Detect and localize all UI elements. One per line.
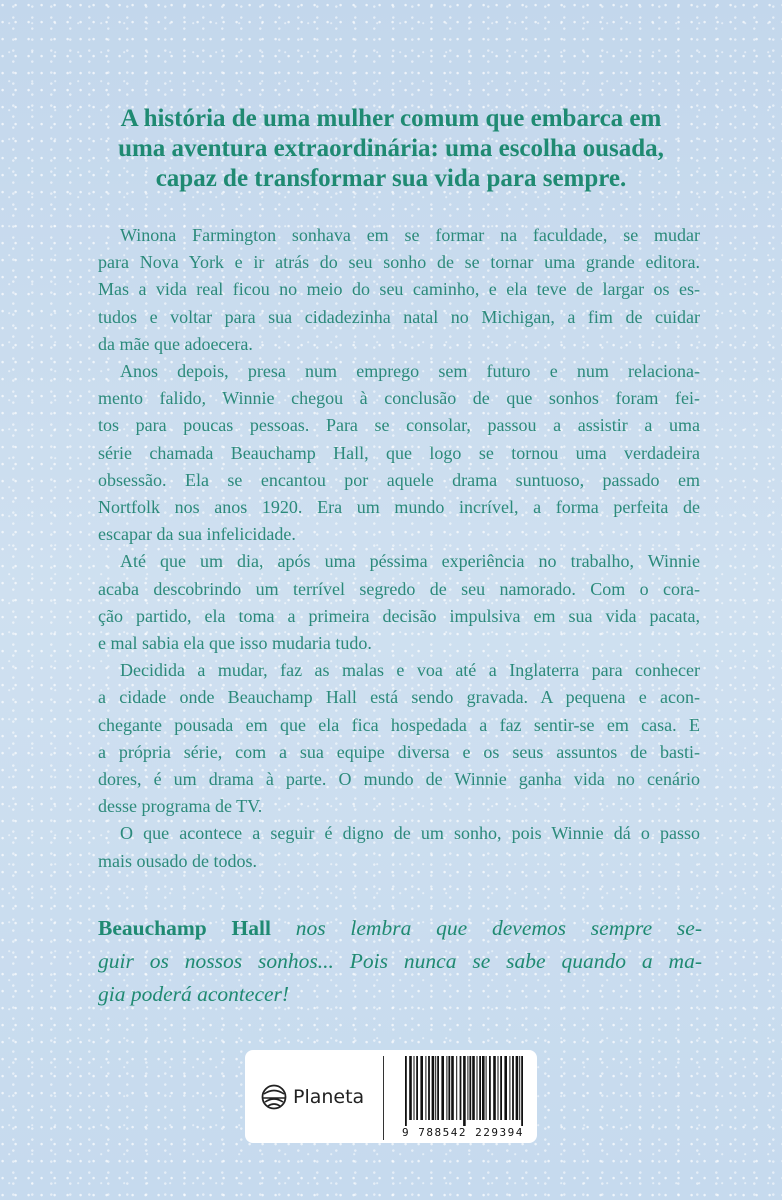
headline-line: A história de uma mulher comum que embarca em	[120, 105, 662, 132]
barcode-bar	[446, 1056, 447, 1120]
publisher-name: Planeta	[293, 1086, 365, 1108]
synopsis	[98, 222, 700, 875]
barcode-bar	[435, 1056, 436, 1120]
text-line: da mãe que adoecera.	[98, 333, 253, 354]
text-line: série chamada Beauchamp Hall, que logo se tornou uma verdadeira	[98, 442, 700, 463]
barcode-bar	[420, 1056, 423, 1120]
text-line: obsessão. Ela se encantou por aquele drama suntuoso, passado em	[98, 469, 700, 490]
text-line: Até que um dia, após uma péssima experiência no trabalho, Winnie	[120, 551, 700, 572]
barcode-bar	[405, 1056, 407, 1126]
barcode-bar	[428, 1056, 430, 1120]
barcode-bar	[409, 1056, 412, 1120]
text-line: Winona Farmington sonhava em se formar na faculdade, se mudar	[120, 225, 700, 245]
barcode-bar	[432, 1056, 435, 1120]
text-line: e mal sabia ela que isso mudaria tudo.	[98, 633, 372, 654]
barcode-bar	[437, 1056, 439, 1120]
publisher-logo	[261, 1084, 364, 1110]
text-line: a cidade onde Beauchamp Hall está sendo gravada. A pequena e acon-	[98, 687, 700, 708]
closing-tagline	[98, 912, 702, 1011]
text-line: Decidida a mudar, faz as malas e voa até a Inglaterra para conhecer	[120, 660, 700, 681]
text-line: dores, é um drama à parte. O mundo de Winnie ganha vida no cenário	[98, 769, 700, 790]
headline	[80, 104, 702, 194]
paragraph	[98, 358, 700, 548]
barcode-bar	[519, 1056, 520, 1120]
text-line: Nortfolk nos anos 1920. Era um mundo incrível, a forma perfeita de	[98, 497, 700, 518]
barcode-bar	[493, 1056, 496, 1120]
text-line: O que acontece a seguir é digno de um sonho, pois Winnie dá o passo	[120, 823, 700, 844]
barcode-bar	[416, 1056, 418, 1120]
text-line: Anos depois, presa num emprego sem futuro e num relaciona-	[120, 361, 700, 382]
barcode-bar	[479, 1056, 481, 1120]
headline-line: capaz de transformar sua vida para sempre.	[155, 165, 627, 192]
text-line: ção partido, ela toma a primeira decisão impulsiva em sua vida pacata,	[98, 605, 700, 626]
barcode-bar	[512, 1056, 514, 1120]
tagline-text: guir os nossos sonhos... Pois nunca se sabe quando a ma-	[98, 949, 702, 973]
barcode-bar	[504, 1056, 507, 1120]
headline-line: uma aventura extraordinária: uma escolha ousada,	[118, 135, 664, 162]
text-line: a própria série, com a sua equipe diversa e os seus assuntos de basti-	[98, 741, 700, 762]
barcode-bar	[414, 1056, 415, 1120]
barcode-bar	[486, 1056, 487, 1120]
text-line: para Nova York e ir atrás do seu sonho de se tornar uma grande editora.	[98, 252, 700, 273]
paragraph	[98, 820, 700, 874]
divider	[383, 1056, 384, 1140]
text-line: acaba descobrindo um terrível segredo de seu namorado. Com o cora-	[98, 578, 700, 599]
barcode-bar	[516, 1056, 519, 1120]
text-line: mento falido, Winnie chegou à conclusão de que sonhos foram fei-	[98, 388, 700, 409]
tagline-text: gia poderá acontecer!	[98, 982, 290, 1006]
text-line: Mas a vida real ficou no meio do seu caminho, e ela teve de largar os es-	[98, 279, 700, 300]
text-line: desse programa de TV.	[98, 796, 263, 817]
paragraph	[98, 222, 700, 358]
barcode-bar	[467, 1056, 468, 1120]
barcode-bar	[425, 1056, 426, 1120]
text-line: mais ousado de todos.	[98, 850, 257, 871]
barcode-bar	[477, 1056, 478, 1120]
barcode-bar	[472, 1056, 475, 1120]
text-line: tudos e voltar para sua cidadezinha natal no Michigan, a fim de cuidar	[98, 306, 700, 327]
tagline-text: nos lembra que devemos sempre se-	[270, 916, 702, 940]
text-line: escapar da sua infelicidade.	[98, 524, 296, 545]
book-title: Beauchamp Hall	[98, 916, 271, 940]
barcode-bar	[521, 1056, 523, 1126]
barcode-bar	[460, 1056, 462, 1120]
isbn-number: 9 788542 229394	[402, 1126, 524, 1139]
paragraph	[98, 548, 700, 657]
barcode-bar	[456, 1056, 457, 1120]
barcode-bar	[498, 1056, 499, 1120]
barcode-bar	[489, 1056, 491, 1120]
planeta-globe-icon	[261, 1084, 287, 1110]
barcode-bar	[500, 1056, 502, 1120]
barcode-panel	[245, 1050, 537, 1143]
barcode-bar	[451, 1056, 454, 1120]
barcode-bar	[509, 1056, 510, 1120]
barcode-bar	[448, 1056, 450, 1120]
barcode-bar	[463, 1056, 466, 1126]
paragraph	[98, 657, 700, 820]
barcode-bar	[469, 1056, 471, 1120]
text-line: tos para poucas pessoas. Para se consolar, passou a assistir a uma	[98, 415, 700, 436]
barcode-bar	[482, 1056, 485, 1120]
barcode	[405, 1056, 525, 1126]
barcode-bar	[441, 1056, 444, 1120]
text-line: chegante pousada em que ela fica hospedada a faz sentir-se em casa. E	[98, 714, 700, 735]
